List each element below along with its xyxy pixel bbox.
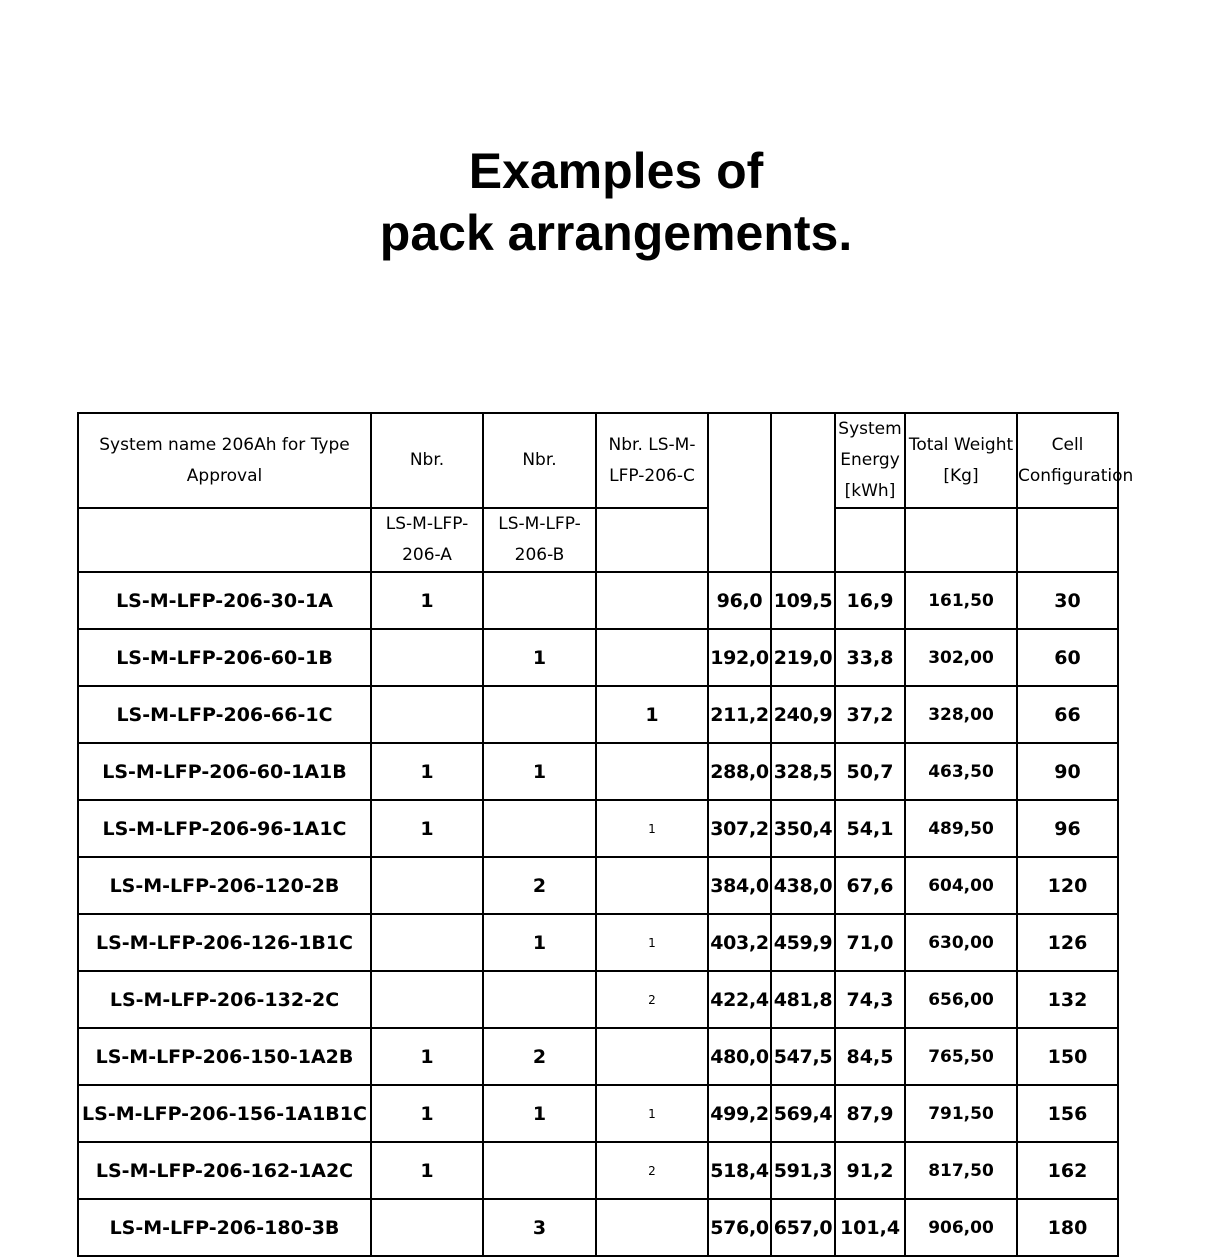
cell-value-1: 480,0 [708,1028,771,1085]
cell-energy: 54,1 [835,800,905,857]
cell-value-2: 240,9 [771,686,835,743]
cell-value-1: 518,4 [708,1142,771,1199]
cell-nbr-b: 2 [483,857,596,914]
cell-nbr-a: 1 [371,1085,483,1142]
cell-system-name: LS-M-LFP-206-96-1A1C [78,800,371,857]
table-row [78,800,1118,857]
header-system-name: System name 206Ah for Type Approval [78,413,371,508]
table-row [78,743,1118,800]
cell-configuration: 120 [1017,857,1118,914]
cell-nbr-b: 3 [483,1199,596,1256]
table-row [78,572,1118,629]
cell-nbr-b [483,1142,596,1199]
cell-system-name: LS-M-LFP-206-126-1B1C [78,914,371,971]
table-row [78,1028,1118,1085]
header-cells: Cell Configuration [1017,413,1118,508]
table-row [78,971,1118,1028]
cell-energy: 87,9 [835,1085,905,1142]
cell-nbr-a: 1 [371,743,483,800]
cell-value-2: 591,3 [771,1142,835,1199]
cell-system-name: LS-M-LFP-206-150-1A2B [78,1028,371,1085]
subheader-nbr-a: LS-M-LFP-206-A [371,508,483,572]
cell-nbr-c [596,629,708,686]
cell-value-2: 219,0 [771,629,835,686]
cell-weight: 161,50 [905,572,1017,629]
cell-nbr-c [596,1199,708,1256]
cell-nbr-b [483,572,596,629]
cell-nbr-b: 1 [483,1085,596,1142]
table-row [78,1199,1118,1256]
subheader-nbr-c [596,508,708,572]
cell-system-name: LS-M-LFP-206-60-1A1B [78,743,371,800]
cell-system-name: LS-M-LFP-206-120-2B [78,857,371,914]
cell-nbr-c: 1 [596,800,708,857]
cell-nbr-c: 2 [596,971,708,1028]
cell-weight: 817,50 [905,1142,1017,1199]
cell-energy: 101,4 [835,1199,905,1256]
cell-value-1: 192,0 [708,629,771,686]
cell-energy: 50,7 [835,743,905,800]
cell-nbr-b: 1 [483,629,596,686]
cell-system-name: LS-M-LFP-206-132-2C [78,971,371,1028]
table-row [78,857,1118,914]
subheader-system-name [78,508,371,572]
cell-nbr-c: 1 [596,914,708,971]
cell-configuration: 150 [1017,1028,1118,1085]
cell-nbr-c: 2 [596,1142,708,1199]
cell-configuration: 132 [1017,971,1118,1028]
header-col-5 [708,413,771,572]
cell-value-1: 576,0 [708,1199,771,1256]
cell-value-1: 422,4 [708,971,771,1028]
cell-nbr-c [596,857,708,914]
cell-configuration: 180 [1017,1199,1118,1256]
header-energy: System Energy [kWh] [835,413,905,508]
cell-weight: 489,50 [905,800,1017,857]
header-nbr-a: Nbr. [371,413,483,508]
cell-configuration: 156 [1017,1085,1118,1142]
cell-energy: 67,6 [835,857,905,914]
header-nbr-c: Nbr. LS-M-LFP-206-C [596,413,708,508]
subheader-weight [905,508,1017,572]
subheader-nbr-b: LS-M-LFP-206-B [483,508,596,572]
cell-configuration: 60 [1017,629,1118,686]
cell-value-2: 109,5 [771,572,835,629]
cell-nbr-c [596,1028,708,1085]
cell-weight: 328,00 [905,686,1017,743]
cell-value-2: 547,5 [771,1028,835,1085]
cell-value-1: 384,0 [708,857,771,914]
cell-configuration: 90 [1017,743,1118,800]
cell-value-2: 350,4 [771,800,835,857]
cell-nbr-b: 1 [483,914,596,971]
cell-system-name: LS-M-LFP-206-66-1C [78,686,371,743]
header-weight: Total Weight [Kg] [905,413,1017,508]
cell-nbr-c [596,743,708,800]
cell-weight: 630,00 [905,914,1017,971]
cell-value-2: 328,5 [771,743,835,800]
cell-nbr-a: 1 [371,800,483,857]
cell-value-2: 657,0 [771,1199,835,1256]
cell-energy: 84,5 [835,1028,905,1085]
cell-system-name: LS-M-LFP-206-60-1B [78,629,371,686]
cell-nbr-b: 2 [483,1028,596,1085]
cell-value-1: 499,2 [708,1085,771,1142]
cell-weight: 765,50 [905,1028,1017,1085]
cell-nbr-a [371,914,483,971]
cell-value-1: 211,2 [708,686,771,743]
cell-nbr-c [596,572,708,629]
cell-value-1: 307,2 [708,800,771,857]
cell-nbr-b: 1 [483,743,596,800]
cell-nbr-c: 1 [596,686,708,743]
header-col-6 [771,413,835,572]
page-title [0,140,1232,264]
cell-value-2: 481,8 [771,971,835,1028]
title-line-2: pack arrangements. [379,205,853,261]
cell-configuration: 30 [1017,572,1118,629]
subheader-energy [835,508,905,572]
title-line-1: Examples of [468,143,764,199]
cell-nbr-b [483,800,596,857]
header-nbr-b: Nbr. [483,413,596,508]
cell-configuration: 162 [1017,1142,1118,1199]
cell-configuration: 126 [1017,914,1118,971]
cell-nbr-a [371,857,483,914]
cell-energy: 37,2 [835,686,905,743]
cell-nbr-a: 1 [371,1028,483,1085]
cell-nbr-a: 1 [371,1142,483,1199]
cell-system-name: LS-M-LFP-206-180-3B [78,1199,371,1256]
table-row [78,686,1118,743]
pack-arrangements-table [77,412,1134,1257]
cell-energy: 91,2 [835,1142,905,1199]
cell-nbr-a [371,1199,483,1256]
cell-nbr-a: 1 [371,572,483,629]
table-row [78,629,1118,686]
table-header-row [78,413,1118,508]
cell-energy: 33,8 [835,629,905,686]
cell-nbr-b [483,686,596,743]
cell-weight: 302,00 [905,629,1017,686]
table-row [78,914,1118,971]
cell-weight: 791,50 [905,1085,1017,1142]
cell-weight: 463,50 [905,743,1017,800]
cell-value-2: 438,0 [771,857,835,914]
cell-value-2: 459,9 [771,914,835,971]
cell-configuration: 96 [1017,800,1118,857]
cell-nbr-a [371,629,483,686]
cell-nbr-a [371,971,483,1028]
cell-weight: 906,00 [905,1199,1017,1256]
cell-nbr-a [371,686,483,743]
cell-value-1: 96,0 [708,572,771,629]
cell-nbr-c: 1 [596,1085,708,1142]
table-row [78,1085,1118,1142]
cell-system-name: LS-M-LFP-206-30-1A [78,572,371,629]
cell-energy: 74,3 [835,971,905,1028]
cell-value-1: 288,0 [708,743,771,800]
cell-weight: 656,00 [905,971,1017,1028]
cell-energy: 71,0 [835,914,905,971]
subheader-cells [1017,508,1118,572]
cell-system-name: LS-M-LFP-206-162-1A2C [78,1142,371,1199]
cell-configuration: 66 [1017,686,1118,743]
table-subheader-row [78,508,1118,572]
table-row [78,1142,1118,1199]
cell-value-1: 403,2 [708,914,771,971]
cell-weight: 604,00 [905,857,1017,914]
cell-value-2: 569,4 [771,1085,835,1142]
cell-energy: 16,9 [835,572,905,629]
cell-nbr-b [483,971,596,1028]
cell-system-name: LS-M-LFP-206-156-1A1B1C [78,1085,371,1142]
